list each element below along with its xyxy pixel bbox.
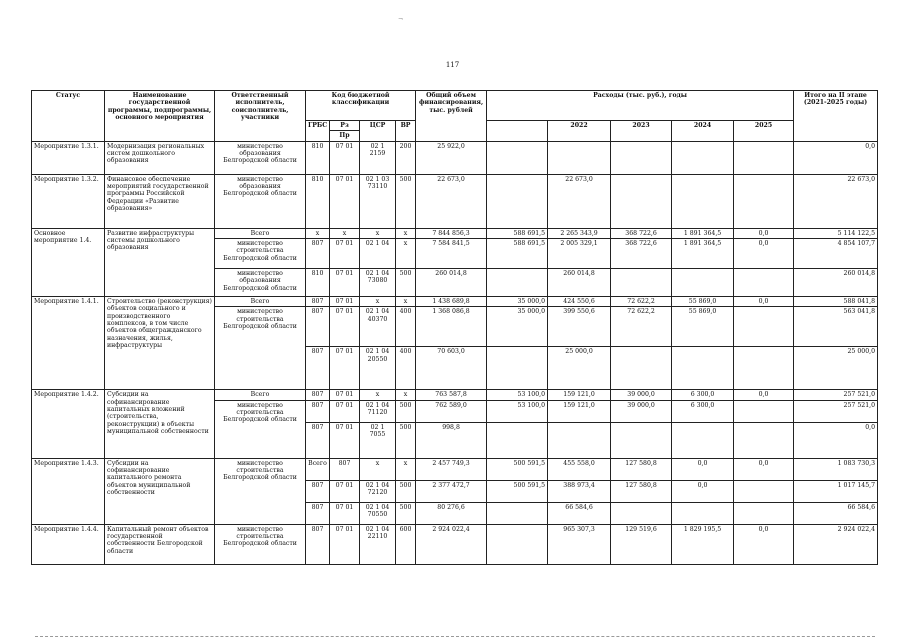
cell-y2021	[487, 347, 548, 390]
cell-rzpr: 07 01	[330, 141, 360, 174]
cell-total: 25 922,0	[416, 141, 487, 174]
cell-y2025: 0,0	[734, 238, 794, 268]
cell-y2024: 0,0	[672, 480, 734, 502]
cell-name: Субсидии на софинансирование капитального ремонта объектов муниципальной собственности	[105, 458, 215, 524]
cell-total: 763 587,8	[416, 390, 487, 400]
cell-y2025: 0,0	[734, 296, 794, 306]
cell-vr: 500	[396, 174, 416, 228]
cell-itog: 1 083 730,3	[794, 458, 878, 480]
cell-total: 2 377 472,7	[416, 480, 487, 502]
cell-y2025	[734, 347, 794, 390]
cell-y2023	[611, 174, 672, 228]
cell-total: 2 457 749,3	[416, 458, 487, 480]
header-grbs: ГРБС	[306, 121, 330, 142]
cell-csr: 02 1 03 73110	[360, 174, 396, 228]
cell-itog: 66 584,6	[794, 502, 878, 524]
cell-grbs: 807	[306, 480, 330, 502]
cell-y2023: 39 000,0	[611, 400, 672, 422]
cell-itog: 588 041,8	[794, 296, 878, 306]
cell-y2025: 0,0	[734, 524, 794, 564]
cell-grbs: 810	[306, 268, 330, 296]
cell-y2021: 53 100,0	[487, 390, 548, 400]
cell-status: Мероприятие 1.3.2.	[32, 174, 105, 228]
cell-grbs: 810	[306, 174, 330, 228]
cell-grbs: 807	[306, 307, 330, 347]
cell-rzpr: 07 01	[330, 390, 360, 400]
cell-total: 1 438 689,8	[416, 296, 487, 306]
cell-y2023: 72 622,2	[611, 307, 672, 347]
cell-total: 1 368 086,8	[416, 307, 487, 347]
header-y2024: 2024	[672, 121, 734, 142]
cell-y2022: 424 550,6	[548, 296, 611, 306]
cell-vr: х	[396, 228, 416, 238]
cell-y2024: 6 300,0	[672, 400, 734, 422]
cell-vr: 600	[396, 524, 416, 564]
cell-y2024: 1 891 364,5	[672, 238, 734, 268]
header-row-1	[32, 91, 878, 121]
cell-csr: 02 1 04 73080	[360, 268, 396, 296]
cell-itog: 257 521,0	[794, 400, 878, 422]
cell-y2023	[611, 268, 672, 296]
cell-y2025	[734, 480, 794, 502]
header-total: Общий объем финансирования, тыс. рублей	[416, 91, 487, 142]
cell-grbs: 807	[306, 347, 330, 390]
cell-vr: 500	[396, 268, 416, 296]
cell-name: Капитальный ремонт объектов государственной собственности Белгородской области	[105, 524, 215, 564]
cell-name: Строительство (реконструкция) объектов социального и производственного комплексов, в том числе объектов общегражданского назначения, жилья, инфраструктуры	[105, 296, 215, 389]
cell-name: Модернизация региональных систем дошкольного образования	[105, 141, 215, 174]
cell-y2025	[734, 422, 794, 458]
cell-executor: министерство строительства Белгородской области	[215, 238, 306, 268]
cell-itog: 1 017 145,7	[794, 480, 878, 502]
cell-y2024	[672, 174, 734, 228]
cell-y2022: 455 558,0	[548, 458, 611, 480]
cell-y2023	[611, 422, 672, 458]
cell-y2022: 399 550,6	[548, 307, 611, 347]
cell-csr: х	[360, 458, 396, 480]
cell-total: 7 584 841,5	[416, 238, 487, 268]
cell-total: 2 924 022,4	[416, 524, 487, 564]
cell-y2024: 0,0	[672, 458, 734, 480]
table-row	[32, 141, 878, 174]
cell-csr: 02 1 2159	[360, 141, 396, 174]
cell-y2021: 53 100,0	[487, 400, 548, 422]
cell-csr: 02 1 04 20550	[360, 347, 396, 390]
cell-y2022: 388 973,4	[548, 480, 611, 502]
table-row	[32, 228, 878, 238]
cell-y2022: 66 584,6	[548, 502, 611, 524]
cell-executor: министерство образования Белгородской области	[215, 174, 306, 228]
cell-rzpr: 07 01	[330, 238, 360, 268]
table-row	[32, 524, 878, 564]
cell-csr: х	[360, 390, 396, 400]
cell-y2023: 129 519,6	[611, 524, 672, 564]
cell-y2022: 22 673,0	[548, 174, 611, 228]
cell-y2021	[487, 524, 548, 564]
cell-y2022: 25 000,0	[548, 347, 611, 390]
cell-y2023: 127 580,8	[611, 480, 672, 502]
cell-y2023: 368 722,6	[611, 238, 672, 268]
cell-total: 22 673,0	[416, 174, 487, 228]
cell-total: 998,8	[416, 422, 487, 458]
cell-status: Мероприятие 1.3.1.	[32, 141, 105, 174]
cell-y2024	[672, 422, 734, 458]
cell-rzpr: 07 01	[330, 422, 360, 458]
cell-vr: х	[396, 390, 416, 400]
cell-itog: 4 854 107,7	[794, 238, 878, 268]
cell-rzpr: 07 01	[330, 480, 360, 502]
cell-y2024	[672, 502, 734, 524]
table-row	[32, 458, 878, 480]
cell-total: 70 603,0	[416, 347, 487, 390]
cell-y2021: 500 591,5	[487, 458, 548, 480]
cell-y2023	[611, 347, 672, 390]
cell-y2024	[672, 141, 734, 174]
cell-y2024: 1 829 195,5	[672, 524, 734, 564]
cell-executor: министерство образования Белгородской области	[215, 141, 306, 174]
cell-y2024: 55 869,0	[672, 307, 734, 347]
cell-y2021: 35 000,0	[487, 307, 548, 347]
cell-y2022: 159 121,0	[548, 400, 611, 422]
cell-y2021: 35 000,0	[487, 296, 548, 306]
cell-y2025: 0,0	[734, 228, 794, 238]
header-y2021	[487, 121, 548, 142]
cell-grbs: 807	[306, 400, 330, 422]
cell-y2024	[672, 268, 734, 296]
cell-grbs: 807	[306, 390, 330, 400]
cell-grbs: х	[306, 228, 330, 238]
cell-y2024: 55 869,0	[672, 296, 734, 306]
header-expenses: Расходы (тыс. руб.), годы	[487, 91, 794, 121]
table-row	[32, 174, 878, 228]
cell-y2023	[611, 141, 672, 174]
cell-y2022	[548, 422, 611, 458]
header-budget-code: Код бюджетной классификации	[306, 91, 416, 121]
header-status: Статус	[32, 91, 105, 142]
cell-rzpr: х	[330, 228, 360, 238]
budget-table	[31, 90, 878, 565]
cell-y2025: 0,0	[734, 390, 794, 400]
cell-y2022: 965 307,3	[548, 524, 611, 564]
cell-status: Мероприятие 1.4.1.	[32, 296, 105, 389]
cell-vr: 500	[396, 422, 416, 458]
cell-executor: министерство образования Белгородской области	[215, 268, 306, 296]
cell-itog: 25 000,0	[794, 347, 878, 390]
cell-y2022: 159 121,0	[548, 390, 611, 400]
cell-y2021	[487, 502, 548, 524]
cell-grbs: 807	[306, 524, 330, 564]
header-csr: ЦСР	[360, 121, 396, 142]
cell-name: Субсидии на софинансирование капитальных вложений (строительства, реконструкции) в объекты муниципальной собственности	[105, 390, 215, 458]
cell-total: 7 844 856,3	[416, 228, 487, 238]
cell-y2023: 368 722,6	[611, 228, 672, 238]
cell-csr: х	[360, 296, 396, 306]
cell-rzpr: 07 01	[330, 502, 360, 524]
cell-vr: х	[396, 296, 416, 306]
cell-y2025	[734, 400, 794, 422]
cell-y2021	[487, 141, 548, 174]
cell-y2022: 260 014,8	[548, 268, 611, 296]
cell-rzpr: 07 01	[330, 524, 360, 564]
cell-y2022: 2 005 329,1	[548, 238, 611, 268]
header-pr: Пр	[330, 131, 360, 141]
header-itog: Итого на II этапе (2021-2025 годы)	[794, 91, 878, 142]
cell-vr: 500	[396, 480, 416, 502]
cell-y2024	[672, 347, 734, 390]
cell-itog: 0,0	[794, 422, 878, 458]
cell-executor: министерство строительства Белгородской области	[215, 458, 306, 524]
cell-rzpr: 807	[330, 458, 360, 480]
cell-executor: министерство строительства Белгородской области	[215, 400, 306, 458]
header-executor: Ответственный исполнитель, соисполнитель, участники	[215, 91, 306, 142]
cell-itog: 0,0	[794, 141, 878, 174]
cell-itog: 5 114 122,5	[794, 228, 878, 238]
cell-grbs: 807	[306, 502, 330, 524]
cell-y2025	[734, 307, 794, 347]
cell-csr: 02 1 7055	[360, 422, 396, 458]
cell-csr: х	[360, 228, 396, 238]
cell-y2025	[734, 141, 794, 174]
cell-grbs: 810	[306, 141, 330, 174]
cell-y2025	[734, 502, 794, 524]
cell-status: Мероприятие 1.4.2.	[32, 390, 105, 458]
cell-y2021	[487, 268, 548, 296]
cell-executor: Всего	[215, 390, 306, 400]
table-row	[32, 390, 878, 400]
cell-csr: 02 1 04 72120	[360, 480, 396, 502]
cell-y2021: 500 591,5	[487, 480, 548, 502]
cell-grbs: 807	[306, 296, 330, 306]
cell-itog: 257 521,0	[794, 390, 878, 400]
cell-rzpr: 07 01	[330, 268, 360, 296]
cell-name: Финансовое обеспечение мероприятий государственной программы Российской Федерации «Развитие образования»	[105, 174, 215, 228]
cell-y2023	[611, 502, 672, 524]
cell-vr: 500	[396, 400, 416, 422]
scan-mark: ¬	[398, 16, 404, 23]
cell-y2021: 588 691,5	[487, 238, 548, 268]
cell-y2022: 2 265 343,9	[548, 228, 611, 238]
header-y2022: 2022	[548, 121, 611, 142]
cell-y2022	[548, 141, 611, 174]
cell-executor: Всего	[215, 296, 306, 306]
cell-status: Мероприятие 1.4.3.	[32, 458, 105, 524]
cell-vr: 400	[396, 347, 416, 390]
cell-y2025: 0,0	[734, 458, 794, 480]
cell-vr: х	[396, 458, 416, 480]
cell-grbs: Всего	[306, 458, 330, 480]
header-y2025: 2025	[734, 121, 794, 142]
header-y2023: 2023	[611, 121, 672, 142]
cell-status: Основное мероприятие 1.4.	[32, 228, 105, 296]
cell-rzpr: 07 01	[330, 296, 360, 306]
header-vr: ВР	[396, 121, 416, 142]
cell-executor: Всего	[215, 228, 306, 238]
cell-rzpr: 07 01	[330, 174, 360, 228]
cell-executor: министерство строительства Белгородской области	[215, 307, 306, 390]
cell-y2024: 6 300,0	[672, 390, 734, 400]
cell-y2025	[734, 174, 794, 228]
cell-y2021: 588 691,5	[487, 228, 548, 238]
header-name: Наименование государственной программы, подпрограммы, основного мероприятия	[105, 91, 215, 142]
cell-y2024: 1 891 364,5	[672, 228, 734, 238]
cell-status: Мероприятие 1.4.4.	[32, 524, 105, 564]
cell-rzpr: 07 01	[330, 400, 360, 422]
cell-total: 762 589,0	[416, 400, 487, 422]
cell-total: 80 276,6	[416, 502, 487, 524]
cell-vr: 200	[396, 141, 416, 174]
scan-bottom-edge	[35, 636, 875, 637]
cell-executor: министерство строительства Белгородской области	[215, 524, 306, 564]
cell-y2025	[734, 268, 794, 296]
cell-vr: 400	[396, 307, 416, 347]
cell-csr: 02 1 04 71120	[360, 400, 396, 422]
cell-vr: х	[396, 238, 416, 268]
cell-itog: 22 673,0	[794, 174, 878, 228]
cell-rzpr: 07 01	[330, 307, 360, 347]
cell-grbs: 807	[306, 238, 330, 268]
cell-itog: 2 924 022,4	[794, 524, 878, 564]
cell-csr: 02 1 04 22110	[360, 524, 396, 564]
cell-y2023: 39 000,0	[611, 390, 672, 400]
cell-y2023: 127 580,8	[611, 458, 672, 480]
cell-csr: 02 1 04 70550	[360, 502, 396, 524]
cell-name: Развитие инфраструктуры системы дошкольного образования	[105, 228, 215, 296]
cell-csr: 02 1 04	[360, 238, 396, 268]
cell-itog: 260 014,8	[794, 268, 878, 296]
page-number: 117	[445, 61, 460, 69]
cell-y2021	[487, 422, 548, 458]
cell-rzpr: 07 01	[330, 347, 360, 390]
cell-itog: 563 041,8	[794, 307, 878, 347]
cell-csr: 02 1 04 40370	[360, 307, 396, 347]
cell-grbs: 807	[306, 422, 330, 458]
table-row	[32, 296, 878, 306]
cell-vr: 500	[396, 502, 416, 524]
cell-y2021	[487, 174, 548, 228]
header-rz: Рз	[330, 121, 360, 131]
cell-total: 260 014,8	[416, 268, 487, 296]
cell-y2023: 72 622,2	[611, 296, 672, 306]
